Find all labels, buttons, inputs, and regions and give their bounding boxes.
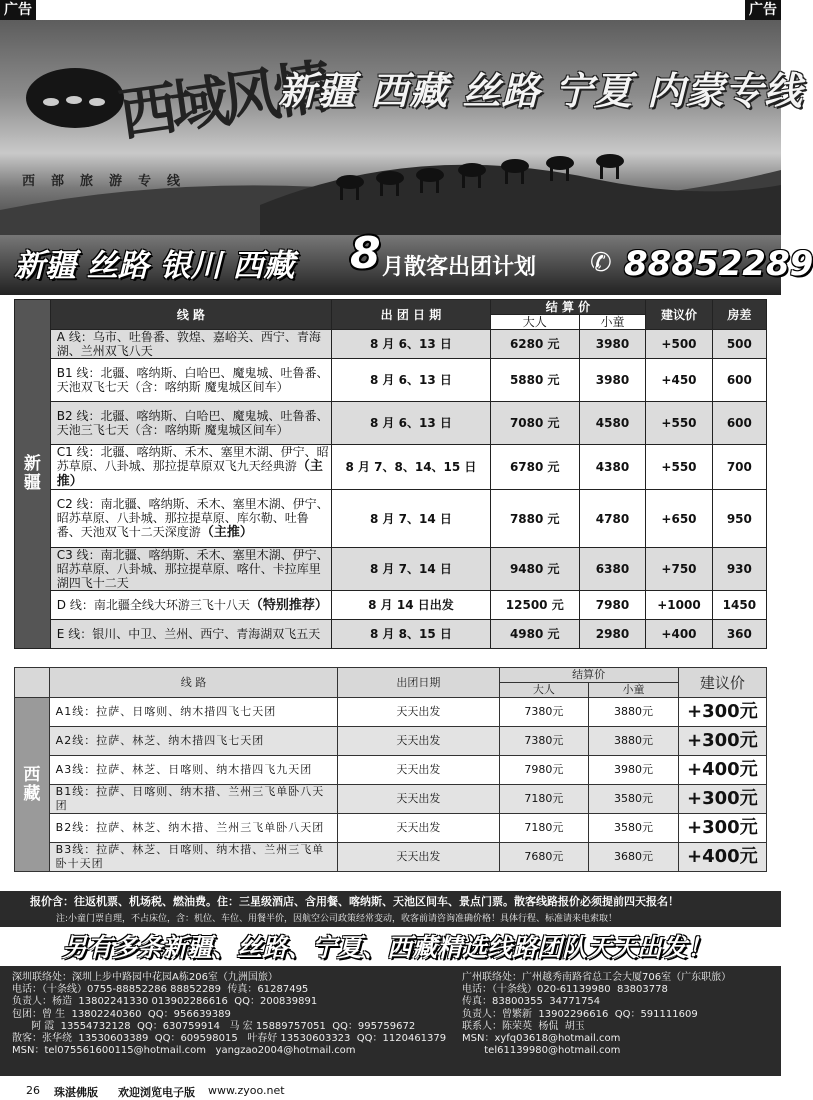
date-cell: 8 月 14 日出发: [332, 591, 491, 620]
advice-price: +650: [646, 490, 713, 548]
child-price: 4780: [579, 490, 646, 548]
date-cell: 8 月 6、13 日: [332, 359, 491, 402]
xizang-side-label: 西藏: [15, 698, 50, 872]
adult-price: 6780 元: [490, 445, 579, 490]
route-cell: B2 线：北疆、喀纳斯、白哈巴、魔鬼城、吐鲁番、天池三飞七天（含：喀纳斯 魔鬼城区间车）: [50, 402, 331, 445]
date-cell: 8 月 7、14 日: [332, 548, 491, 591]
advice-price: +400元: [678, 843, 766, 872]
advice-price: +300元: [678, 698, 766, 727]
child-price: 3980: [579, 330, 646, 359]
brand-subtitle: 西部旅游专线: [22, 174, 197, 189]
top-strip: [0, 0, 781, 20]
route-text: D 线：南北疆全线大环游三飞十八天: [56, 597, 250, 612]
adult-price: 9480 元: [490, 548, 579, 591]
adult-price: 4980 元: [490, 620, 579, 649]
ad-tag-left: 广告: [0, 0, 36, 20]
advice-price: +550: [646, 445, 713, 490]
header-date: 出 团 日 期: [332, 300, 491, 330]
child-price-note: 注:小童门票自理，不占床位，含：机位、车位、用餐半价，因航空公司政策经常变动，收客前请咨询准确价格！具体行程、标准请来电索取！: [56, 914, 618, 924]
child-price: 4380: [579, 445, 646, 490]
xinjiang-price-table: [14, 299, 767, 649]
header-child: 小童: [589, 683, 679, 698]
route-cell: C3 线：南北疆、喀纳斯、禾木、塞里木湖、伊宁、昭苏草原、八卦城、那拉提草原、喀什、卡拉库里湖四飞十二天: [50, 548, 331, 591]
route-text: C2 线：南北疆、喀纳斯、禾木、塞里木湖、伊宁、昭苏草原、八卦城、那拉提草原、库尔勒、吐鲁番、天池双飞十二天深度游: [56, 497, 329, 539]
route-cell: [50, 490, 331, 548]
welcome-text: 欢迎浏览电子版: [118, 1086, 195, 1099]
header-settle: 结算价: [499, 668, 678, 683]
route-cell: A 线：乌市、吐鲁番、敦煌、嘉峪关、西宁、青海湖、兰州双飞八天: [50, 330, 331, 359]
phone-icon: ✆: [590, 248, 612, 278]
adult-price: 5880 元: [490, 359, 579, 402]
header-room: 房差: [712, 300, 766, 330]
date-cell: 8 月 6、13 日: [332, 402, 491, 445]
brand-logo-text: 西域风情: [114, 52, 331, 150]
child-price: 4580: [579, 402, 646, 445]
adult-price: 12500 元: [490, 591, 579, 620]
table-row: [15, 591, 767, 620]
route-cell: B1 线：北疆、喀纳斯、白哈巴、魔鬼城、吐鲁番、天池双飞七天（含：喀纳斯 魔鬼城区间车）: [50, 359, 331, 402]
route-cell: B1线：拉萨、日喀则、纳木措、兰州三飞单卧八天团: [49, 785, 338, 814]
adult-price: 7180元: [499, 814, 589, 843]
route-cell: A1线：拉萨、日喀则、纳木措四飞七天团: [49, 698, 338, 727]
header-route: 线 路: [49, 668, 338, 698]
daily-departure-slogan: 另有多条新疆、丝路、宁夏、西藏精选线路团队天天出发！: [62, 933, 713, 962]
xizang-price-table: [14, 667, 767, 872]
date-cell: 8 月 8、15 日: [332, 620, 491, 649]
child-price: 3880元: [589, 698, 679, 727]
table-row: [15, 756, 767, 785]
header-settle: 结 算 价: [490, 300, 646, 315]
route-cell: B2线：拉萨、林芝、纳木措、兰州三飞单卧八天团: [49, 814, 338, 843]
logo-camel-badge: [26, 68, 124, 128]
table-row: [15, 490, 767, 548]
magazine-edition: 珠湛佛版: [54, 1086, 98, 1099]
room-diff: 500: [712, 330, 766, 359]
corner-cell: [15, 668, 50, 698]
child-price: 3980元: [589, 756, 679, 785]
ad-tag-right: 广告: [745, 0, 781, 20]
featured-tag: （主推）: [200, 525, 253, 540]
room-diff: 1450: [712, 591, 766, 620]
adult-price: 6280 元: [490, 330, 579, 359]
header-date: 出团日期: [338, 668, 499, 698]
table-row: [15, 814, 767, 843]
route-cell: A2线：拉萨、林芝、纳木措四飞七天团: [49, 727, 338, 756]
date-cell: 8 月 7、14 日: [332, 490, 491, 548]
date-cell: 天天出发: [338, 727, 499, 756]
adult-price: 7980元: [499, 756, 589, 785]
camel-icon: [26, 68, 124, 128]
table-row: [15, 727, 767, 756]
website-link[interactable]: www.zyoo.net: [208, 1084, 285, 1097]
route-cell: E 线：银川、中卫、兰州、西宁、青海湖双飞五天: [50, 620, 331, 649]
table-row: [15, 698, 767, 727]
hotline-number: 88852289: [624, 244, 813, 284]
room-diff: 950: [712, 490, 766, 548]
date-cell: 天天出发: [338, 785, 499, 814]
child-price: 3880元: [589, 727, 679, 756]
advice-price: +450: [646, 359, 713, 402]
table-row: [15, 445, 767, 490]
route-cell: [50, 591, 331, 620]
shenzhen-contacts: 深圳联络处：深圳上步中路园中花园A栋206室（九洲国旅） 电话：（十条线）0755-88852286 88852289 传真：61287495 负责人：杨造 13802241330 013902286616 QQ：200839891 包团：曾 生 13802240360 QQ：956639389 阿 霞 13554732128 QQ：630759914 马 宏 15889757051 QQ：995759672 散客：张华绕 13530603389 QQ：609598015 叶春好 13530603323 QQ：1120461379 MSN：tel075561600115@hotmail.com yangzao2004@hotmail.com: [12, 972, 447, 1057]
advice-price: +400: [646, 620, 713, 649]
adult-price: 7380元: [499, 698, 589, 727]
advice-price: +500: [646, 330, 713, 359]
child-price: 3580元: [589, 814, 679, 843]
room-diff: 930: [712, 548, 766, 591]
adult-price: 7680元: [499, 843, 589, 872]
header-adult: 大人: [490, 315, 579, 330]
advice-price: +750: [646, 548, 713, 591]
route-text: C1 线：北疆、喀纳斯、禾木、塞里木湖、伊宁、昭苏草原、八卦城、那拉提草原双飞九天经典游: [56, 445, 329, 473]
price-includes-note: 报价含：往返机票、机场税、燃油费。住：三星级酒店、含用餐、喀纳斯、天池区间车、景点门票。散客线路报价必须提前四天报名！: [30, 895, 679, 908]
advice-price: +400元: [678, 756, 766, 785]
xinjiang-side-label: 新疆: [15, 300, 51, 649]
advice-price: +300元: [678, 814, 766, 843]
child-price: 7980: [579, 591, 646, 620]
adult-price: 7080 元: [490, 402, 579, 445]
advice-price: +300元: [678, 727, 766, 756]
date-cell: 天天出发: [338, 756, 499, 785]
date-cell: 天天出发: [338, 814, 499, 843]
room-diff: 700: [712, 445, 766, 490]
headline: 新疆 西藏 丝路 宁夏 内蒙专线: [278, 69, 803, 113]
featured-tag: （特别推荐）: [249, 597, 328, 613]
date-cell: 天天出发: [338, 843, 499, 872]
routes-line: 新疆 丝路 银川 西藏: [14, 248, 295, 284]
child-price: 3580元: [589, 785, 679, 814]
table-row: [15, 548, 767, 591]
route-cell: A3线：拉萨、林芝、日喀则、纳木措四飞九天团: [49, 756, 338, 785]
table-row: [15, 620, 767, 649]
adult-price: 7180元: [499, 785, 589, 814]
room-diff: 360: [712, 620, 766, 649]
child-price: 6380: [579, 548, 646, 591]
adult-price: 7880 元: [490, 490, 579, 548]
route-cell: [50, 445, 331, 490]
child-price: 3980: [579, 359, 646, 402]
header-route: 线 路: [50, 300, 331, 330]
month-title: 月散客出团计划: [382, 255, 537, 280]
table-row: [15, 330, 767, 359]
table-row: [15, 843, 767, 872]
featured-tag: （主推）: [56, 459, 323, 489]
adult-price: 7380元: [499, 727, 589, 756]
page-number: 26: [26, 1084, 40, 1097]
child-price: 3680元: [589, 843, 679, 872]
header-adult: 大人: [499, 683, 589, 698]
header-child: 小童: [579, 315, 646, 330]
child-price: 2980: [579, 620, 646, 649]
room-diff: 600: [712, 359, 766, 402]
date-cell: 天天出发: [338, 698, 499, 727]
page-footer: [0, 1078, 781, 1100]
advice-price: +300元: [678, 785, 766, 814]
guangzhou-contacts: 广州联络处：广州越秀南路省总工会大厦706室（广东职旅） 电话：（十条线）020-61139980 83803778 传真：83800355 34771754 负责人：曾繁新 13902296616 QQ：591111609 联系人：陈荣英 杨侃 胡玉 MSN：xyfq03618@hotmail.com tel61139980@hotmail.com: [462, 972, 732, 1057]
table-row: [15, 359, 767, 402]
date-cell: 8 月 7、8、14、15 日: [332, 445, 491, 490]
date-cell: 8 月 6、13 日: [332, 330, 491, 359]
table-row: [15, 402, 767, 445]
header-advice: 建议价: [678, 668, 766, 698]
route-cell: B3线：拉萨、林芝、日喀则、纳木措、兰州三飞单卧十天团: [49, 843, 338, 872]
month-number: 8: [350, 228, 381, 279]
table-row: [15, 785, 767, 814]
header-advice: 建议价: [646, 300, 713, 330]
advice-price: +1000: [646, 591, 713, 620]
advice-price: +550: [646, 402, 713, 445]
room-diff: 600: [712, 402, 766, 445]
